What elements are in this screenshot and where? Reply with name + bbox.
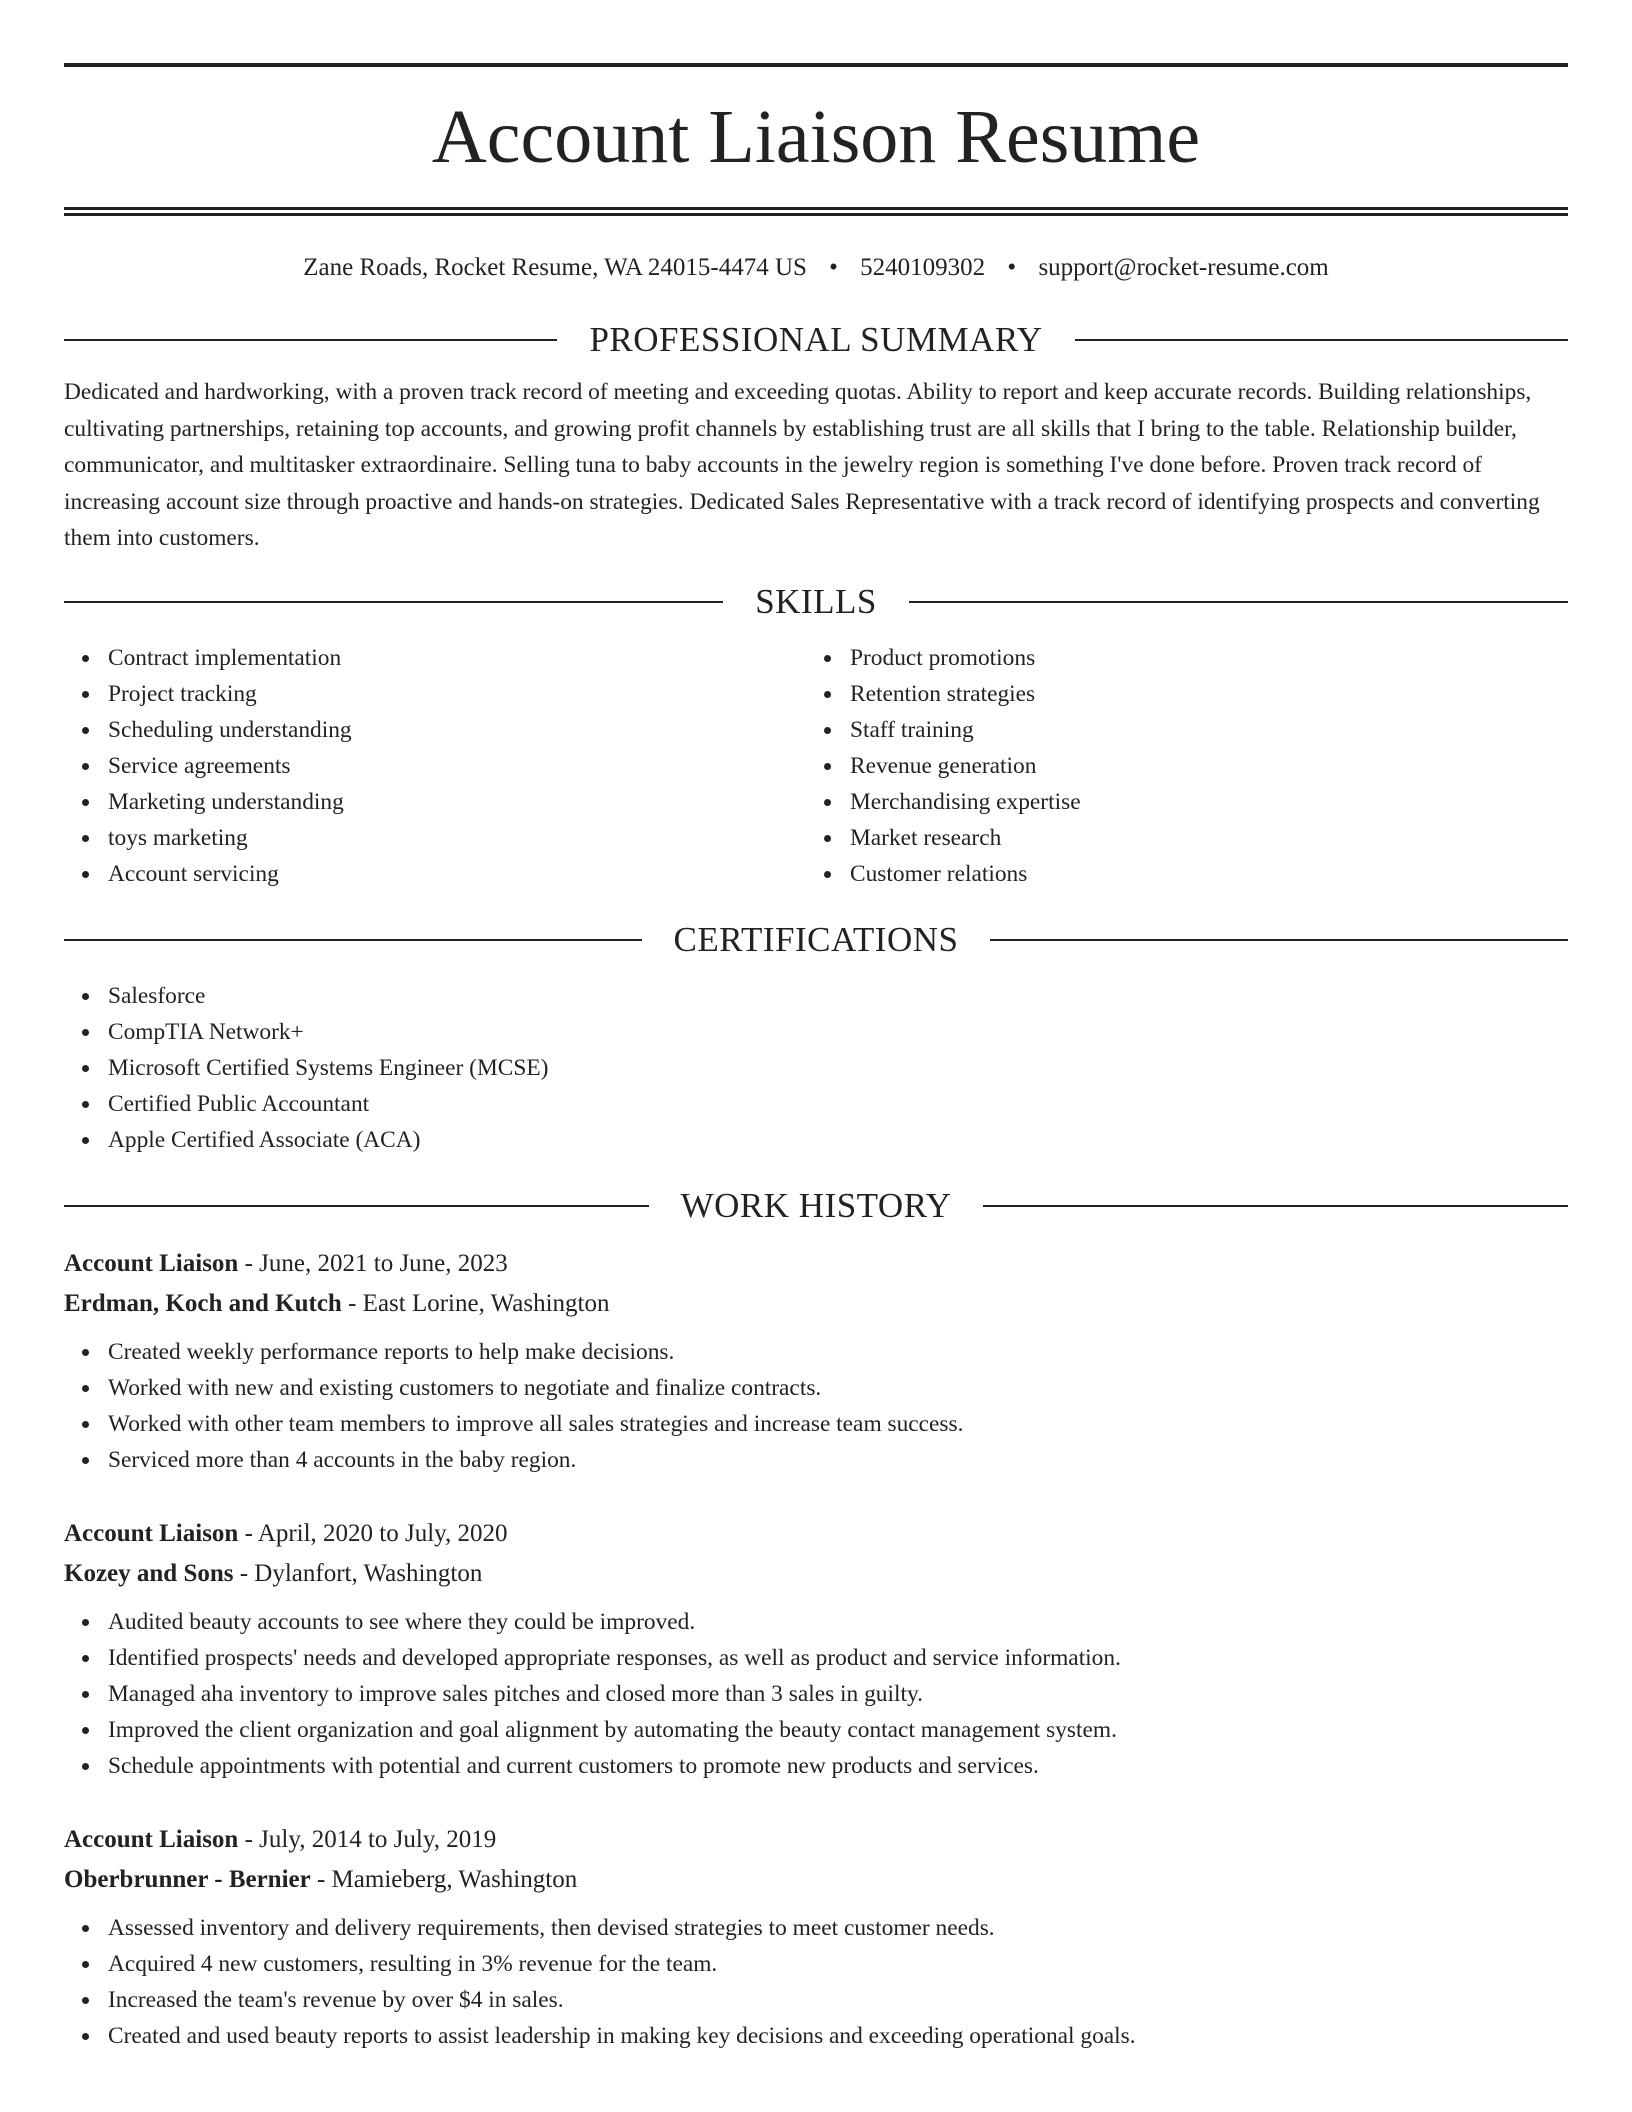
heading-rule-right bbox=[990, 939, 1568, 941]
section-title: CERTIFICATIONS bbox=[673, 919, 959, 959]
certification-item: Salesforce bbox=[108, 978, 1568, 1014]
job-duty-item: Managed aha inventory to improve sales pitches and closed more than 3 sales in guilty. bbox=[108, 1676, 1568, 1712]
job-location: - East Lorine, Washington bbox=[341, 1289, 610, 1317]
job-duty-item: Worked with other team members to improve all sales strategies and increase team success. bbox=[108, 1406, 1568, 1442]
job-company-line bbox=[64, 1860, 1568, 1900]
job-duty-item: Increased the team's revenue by over $4 in sales. bbox=[108, 1982, 1568, 2018]
skill-item: Contract implementation bbox=[108, 640, 806, 676]
job-dates: - April, 2020 to July, 2020 bbox=[238, 1519, 508, 1547]
contact-separator: • bbox=[1007, 254, 1017, 281]
heading-rule-right bbox=[909, 601, 1568, 603]
job-duty-item: Serviced more than 4 accounts in the baby region. bbox=[108, 1442, 1568, 1478]
heading-rule-left bbox=[64, 339, 557, 341]
job-role: Account Liaison bbox=[64, 1249, 239, 1277]
certification-item: Certified Public Accountant bbox=[108, 1086, 1568, 1122]
skill-item: Project tracking bbox=[108, 676, 806, 712]
title-double-rule bbox=[64, 207, 1568, 216]
section-title: WORK HISTORY bbox=[680, 1185, 952, 1225]
heading-rule-right bbox=[1075, 339, 1568, 341]
skill-item: Marketing understanding bbox=[108, 784, 806, 820]
section-heading-certifications bbox=[64, 918, 1568, 962]
section-title: PROFESSIONAL SUMMARY bbox=[589, 320, 1043, 359]
job-duties bbox=[64, 1604, 1568, 1784]
certification-item: CompTIA Network+ bbox=[108, 1014, 1568, 1050]
top-rule bbox=[64, 63, 1568, 67]
job-dates: - July, 2014 to July, 2019 bbox=[238, 1825, 497, 1853]
job-company: Oberbrunner - Bernier bbox=[64, 1865, 311, 1893]
heading-rule-left bbox=[64, 1205, 649, 1207]
skill-item: toys marketing bbox=[108, 820, 806, 856]
job-duties bbox=[64, 1334, 1568, 1478]
job-duty-item: Created weekly performance reports to help make decisions. bbox=[108, 1334, 1568, 1370]
job-dates: - June, 2021 to June, 2023 bbox=[238, 1249, 508, 1277]
page-title: Account Liaison Resume bbox=[431, 95, 1201, 179]
certification-item: Apple Certified Associate (ACA) bbox=[108, 1122, 1568, 1158]
skill-item: Customer relations bbox=[850, 856, 1548, 892]
contact-phone: 5240109302 bbox=[860, 254, 986, 281]
work-history-list bbox=[64, 1244, 1568, 2054]
job-company-line bbox=[64, 1284, 1568, 1324]
skill-item: Product promotions bbox=[850, 640, 1548, 676]
heading-rule-left bbox=[64, 601, 723, 603]
certifications-list bbox=[64, 978, 1568, 1158]
skills-list bbox=[64, 640, 1568, 892]
job-role: Account Liaison bbox=[64, 1825, 239, 1853]
job-company-line bbox=[64, 1554, 1568, 1594]
job-title-line bbox=[64, 1244, 1568, 1284]
job-duty-item: Assessed inventory and delivery requirements, then devised strategies to meet customer needs. bbox=[108, 1910, 1568, 1946]
job-duty-item: Acquired 4 new customers, resulting in 3% revenue for the team. bbox=[108, 1946, 1568, 1982]
job-company: Erdman, Koch and Kutch bbox=[64, 1289, 342, 1317]
section-heading-summary bbox=[64, 318, 1568, 362]
section-heading-work-history bbox=[64, 1184, 1568, 1228]
job-duty-item: Audited beauty accounts to see where they could be improved. bbox=[108, 1604, 1568, 1640]
job-entry bbox=[64, 1244, 1568, 1478]
summary-text: Dedicated and hardworking, with a proven track record of meeting and exceeding quotas. Ability to report and keep accurate records. Building relationships, cultivating partnerships, retaining top accounts, and growing profit channels by establishing trust are all skills that I bring to the table. Relationship builder, communicator, and multitasker extraordinaire. Selling tuna to baby accounts in the jewelry region is something I've done before. Proven track record of increasing account size through proactive and hands-on strategies. Dedicated Sales Representative with a track record of identifying prospects and converting them into customers. bbox=[64, 379, 1540, 551]
skills-column-left bbox=[64, 640, 806, 892]
contact-address: Zane Roads, Rocket Resume, WA 24015-4474 US bbox=[303, 254, 807, 281]
contact-email: support@rocket-resume.com bbox=[1038, 254, 1329, 281]
job-role: Account Liaison bbox=[64, 1519, 239, 1547]
job-duty-item: Improved the client organization and goal alignment by automating the beauty contact management system. bbox=[108, 1712, 1568, 1748]
job-duty-item: Worked with new and existing customers to negotiate and finalize contracts. bbox=[108, 1370, 1568, 1406]
resume-page bbox=[64, 0, 1568, 2054]
job-title-line bbox=[64, 1820, 1568, 1860]
contact-line bbox=[64, 252, 1568, 284]
skill-item: Service agreements bbox=[108, 748, 806, 784]
contact-separator: • bbox=[829, 254, 838, 281]
job-company: Kozey and Sons bbox=[64, 1559, 234, 1587]
skill-item: Retention strategies bbox=[850, 676, 1548, 712]
job-duties bbox=[64, 1910, 1568, 2054]
skill-item: Account servicing bbox=[108, 856, 806, 892]
skill-item: Market research bbox=[850, 820, 1548, 856]
heading-rule-left bbox=[64, 939, 642, 941]
job-duty-item: Schedule appointments with potential and current customers to promote new products and services. bbox=[108, 1748, 1568, 1784]
job-entry bbox=[64, 1820, 1568, 2054]
job-title-line bbox=[64, 1514, 1568, 1554]
job-location: - Dylanfort, Washington bbox=[233, 1559, 483, 1587]
job-location: - Mamieberg, Washington bbox=[310, 1865, 578, 1893]
certification-item: Microsoft Certified Systems Engineer (MCSE) bbox=[108, 1050, 1568, 1086]
job-entry bbox=[64, 1514, 1568, 1784]
skill-item: Scheduling understanding bbox=[108, 712, 806, 748]
skill-item: Revenue generation bbox=[850, 748, 1548, 784]
job-duty-item: Identified prospects' needs and developed appropriate responses, as well as product and service information. bbox=[108, 1640, 1568, 1676]
heading-rule-right bbox=[983, 1205, 1568, 1207]
section-title: SKILLS bbox=[755, 581, 877, 621]
section-heading-skills bbox=[64, 580, 1568, 624]
job-duty-item: Created and used beauty reports to assist leadership in making key decisions and exceeding operational goals. bbox=[108, 2018, 1568, 2054]
skills-column-right bbox=[806, 640, 1548, 892]
skill-item: Merchandising expertise bbox=[850, 784, 1548, 820]
skill-item: Staff training bbox=[850, 712, 1548, 748]
